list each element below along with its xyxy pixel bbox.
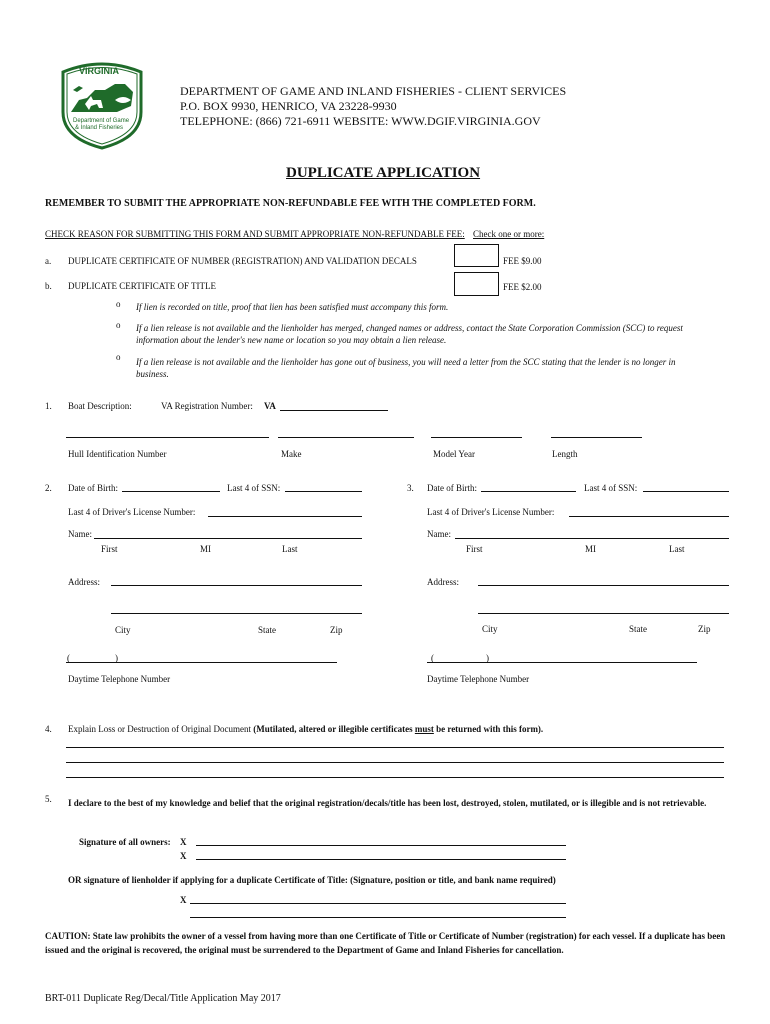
- owner2-name-field[interactable]: [455, 538, 729, 539]
- make-label: Make: [281, 449, 302, 459]
- length-label: Length: [552, 449, 578, 459]
- bullet-icon: o: [116, 320, 121, 330]
- owner1-phone-field[interactable]: [66, 662, 337, 663]
- header-line1: DEPARTMENT OF GAME AND INLAND FISHERIES - CLIENT SERVICES: [180, 84, 567, 98]
- owner1-first-label: First: [101, 544, 118, 554]
- owner-signature-field-1[interactable]: [196, 845, 566, 846]
- page-title: DUPLICATE APPLICATION: [286, 165, 481, 181]
- option-b-letter: b.: [45, 281, 52, 291]
- option-a-checkbox[interactable]: [454, 244, 499, 267]
- owner2-dob-label: Date of Birth:: [427, 483, 477, 493]
- owner2-address-label: Address:: [427, 577, 459, 587]
- owner1-last-label: Last: [282, 544, 298, 554]
- sec4-bold-b: be returned with this form).: [433, 724, 544, 734]
- hull-id-field[interactable]: [66, 437, 269, 438]
- sec5-number: 5.: [45, 794, 52, 804]
- lienholder-signature-field-2[interactable]: [190, 917, 566, 918]
- hull-id-label: Hull Identification Number: [68, 449, 167, 459]
- header-line2: P.O. BOX 9930, HENRICO, VA 23228-9930: [180, 99, 397, 113]
- owner2-phone-field[interactable]: [427, 662, 697, 663]
- owner1-ssn-label: Last 4 of SSN:: [227, 483, 281, 493]
- owners-signature-label: Signature of all owners:: [79, 837, 171, 847]
- explanation-line-3[interactable]: [66, 777, 724, 778]
- owner2-ssn-field[interactable]: [643, 491, 729, 492]
- model-year-label: Model Year: [433, 449, 475, 459]
- owner1-phone-paren-open: (: [67, 653, 70, 663]
- lienholder-signature-label: OR signature of lienholder if applying for a duplicate Certificate of Title: (Signature, position or title, and bank name required): [68, 875, 556, 885]
- owner1-mi-label: MI: [200, 544, 211, 554]
- boat-description-label: Boat Description:: [68, 401, 132, 411]
- lienholder-signature-field-1[interactable]: [190, 903, 566, 904]
- owner2-mi-label: MI: [585, 544, 596, 554]
- owner2-dl-field[interactable]: [569, 516, 729, 517]
- explanation-line-2[interactable]: [66, 762, 724, 763]
- owner1-zip-label: Zip: [330, 625, 343, 635]
- owner2-dl-label: Last 4 of Driver's License Number:: [427, 507, 555, 517]
- sec4-text: Explain Loss or Destruction of Original Document: [68, 724, 251, 734]
- option-b-fee: FEE $2.00: [503, 282, 542, 292]
- owner2-city-label: City: [482, 624, 498, 634]
- check-reason-label: CHECK REASON FOR SUBMITTING THIS FORM AND SUBMIT APPROPRIATE NON-REFUNDABLE FEE:: [45, 229, 465, 239]
- signature-x-2: X: [180, 851, 187, 861]
- owner1-address-field[interactable]: [111, 585, 362, 586]
- remember-note: REMEMBER TO SUBMIT THE APPROPRIATE NON-REFUNDABLE FEE WITH THE COMPLETED FORM.: [45, 198, 536, 209]
- logo-dept-line2: & Inland Fisheries: [75, 125, 124, 131]
- va-registration-label: VA Registration Number:: [161, 401, 253, 411]
- bullet-icon: o: [116, 352, 121, 362]
- sec2-number: 2.: [45, 483, 52, 493]
- sec3-number: 3.: [407, 483, 414, 493]
- option-b-text: DUPLICATE CERTIFICATE OF TITLE: [68, 281, 217, 291]
- check-one-label: Check one or more:: [473, 229, 545, 239]
- logo-state-text: VIRGINIA: [79, 66, 120, 76]
- declaration-text: I declare to the best of my knowledge and belief that the original registration/decals/title has been lost, destroyed, stolen, mutilated, or is illegible and is not retrievable.: [68, 798, 707, 808]
- owner2-address-field-2[interactable]: [478, 613, 729, 614]
- owner2-phone-paren-close: ): [486, 653, 489, 663]
- owner1-phone-paren-close: ): [115, 653, 118, 663]
- option-a-letter: a.: [45, 256, 52, 266]
- owner2-address-field[interactable]: [478, 585, 729, 586]
- owner1-dl-field[interactable]: [208, 516, 362, 517]
- explanation-line-1[interactable]: [66, 747, 724, 748]
- owner1-dob-field[interactable]: [122, 491, 220, 492]
- owner1-dl-label: Last 4 of Driver's License Number:: [68, 507, 196, 517]
- dgif-logo: [57, 60, 147, 150]
- owner1-ssn-field[interactable]: [285, 491, 362, 492]
- owner1-dob-label: Date of Birth:: [68, 483, 118, 493]
- logo-dept-line1: Department of Game: [73, 118, 130, 124]
- sec4-number: 4.: [45, 724, 52, 734]
- signature-x-3: X: [180, 895, 187, 905]
- owner1-name-field[interactable]: [94, 538, 362, 539]
- signature-x-1: X: [180, 837, 187, 847]
- owner2-phone-label: Daytime Telephone Number: [427, 674, 530, 684]
- owner2-phone-paren-open: (: [431, 653, 434, 663]
- owner2-state-label: State: [629, 624, 647, 634]
- owner1-phone-label: Daytime Telephone Number: [68, 674, 171, 684]
- sec4-bold-a: (Mutilated, altered or illegible certificates: [253, 724, 415, 734]
- lien-note-1: If lien is recorded on title, proof that lien has been satisfied must accompany this form.: [136, 302, 449, 312]
- header-line3: TELEPHONE: (866) 721-6911 WEBSITE: WWW.DGIF.VIRGINIA.GOV: [180, 114, 541, 128]
- sec4-instructions: [68, 724, 543, 734]
- owner2-ssn-label: Last 4 of SSN:: [584, 483, 638, 493]
- owner1-state-label: State: [258, 625, 276, 635]
- owner1-city-label: City: [115, 625, 131, 635]
- length-field[interactable]: [551, 437, 642, 438]
- make-field[interactable]: [278, 437, 414, 438]
- lien-note-3: If a lien release is not available and the lienholder has gone out of business, you will need a letter from the SCC stating that the lender is no longer in business.: [136, 357, 676, 379]
- owner2-zip-label: Zip: [698, 624, 711, 634]
- owner1-address-field-2[interactable]: [111, 613, 362, 614]
- option-b-checkbox[interactable]: [454, 272, 499, 296]
- owner1-address-label: Address:: [68, 577, 100, 587]
- bullet-icon: o: [116, 299, 121, 309]
- owner1-name-label: Name:: [68, 529, 92, 539]
- owner2-name-label: Name:: [427, 529, 451, 539]
- sec4-must: must: [414, 724, 434, 734]
- form-footer: BRT-011 Duplicate Reg/Decal/Title Application May 2017: [45, 993, 281, 1004]
- caution-text: CAUTION: State law prohibits the owner of a vessel from having more than one Certificate of Title or Certificate of Number (registration) for each vessel. If a duplicate has been issued and the original is recovered, the original must be surrendered to the Department of Game and Inland Fisheries for cancellation.: [45, 931, 726, 955]
- owner2-dob-field[interactable]: [481, 491, 576, 492]
- owner2-first-label: First: [466, 544, 483, 554]
- lien-note-2: If a lien release is not available and the lienholder has merged, changed names or address, contact the State Corporation Commission (SCC) to request information about the lender's new name or location so you may obtain a lien release.: [136, 323, 683, 345]
- model-year-field[interactable]: [431, 437, 522, 438]
- option-a-fee: FEE $9.00: [503, 256, 542, 266]
- va-registration-field[interactable]: [280, 410, 388, 411]
- va-prefix: VA: [264, 401, 276, 411]
- owner-signature-field-2[interactable]: [196, 859, 566, 860]
- sec1-number: 1.: [45, 401, 52, 411]
- option-a-text: DUPLICATE CERTIFICATE OF NUMBER (REGISTRATION) AND VALIDATION DECALS: [68, 256, 417, 266]
- owner2-last-label: Last: [669, 544, 685, 554]
